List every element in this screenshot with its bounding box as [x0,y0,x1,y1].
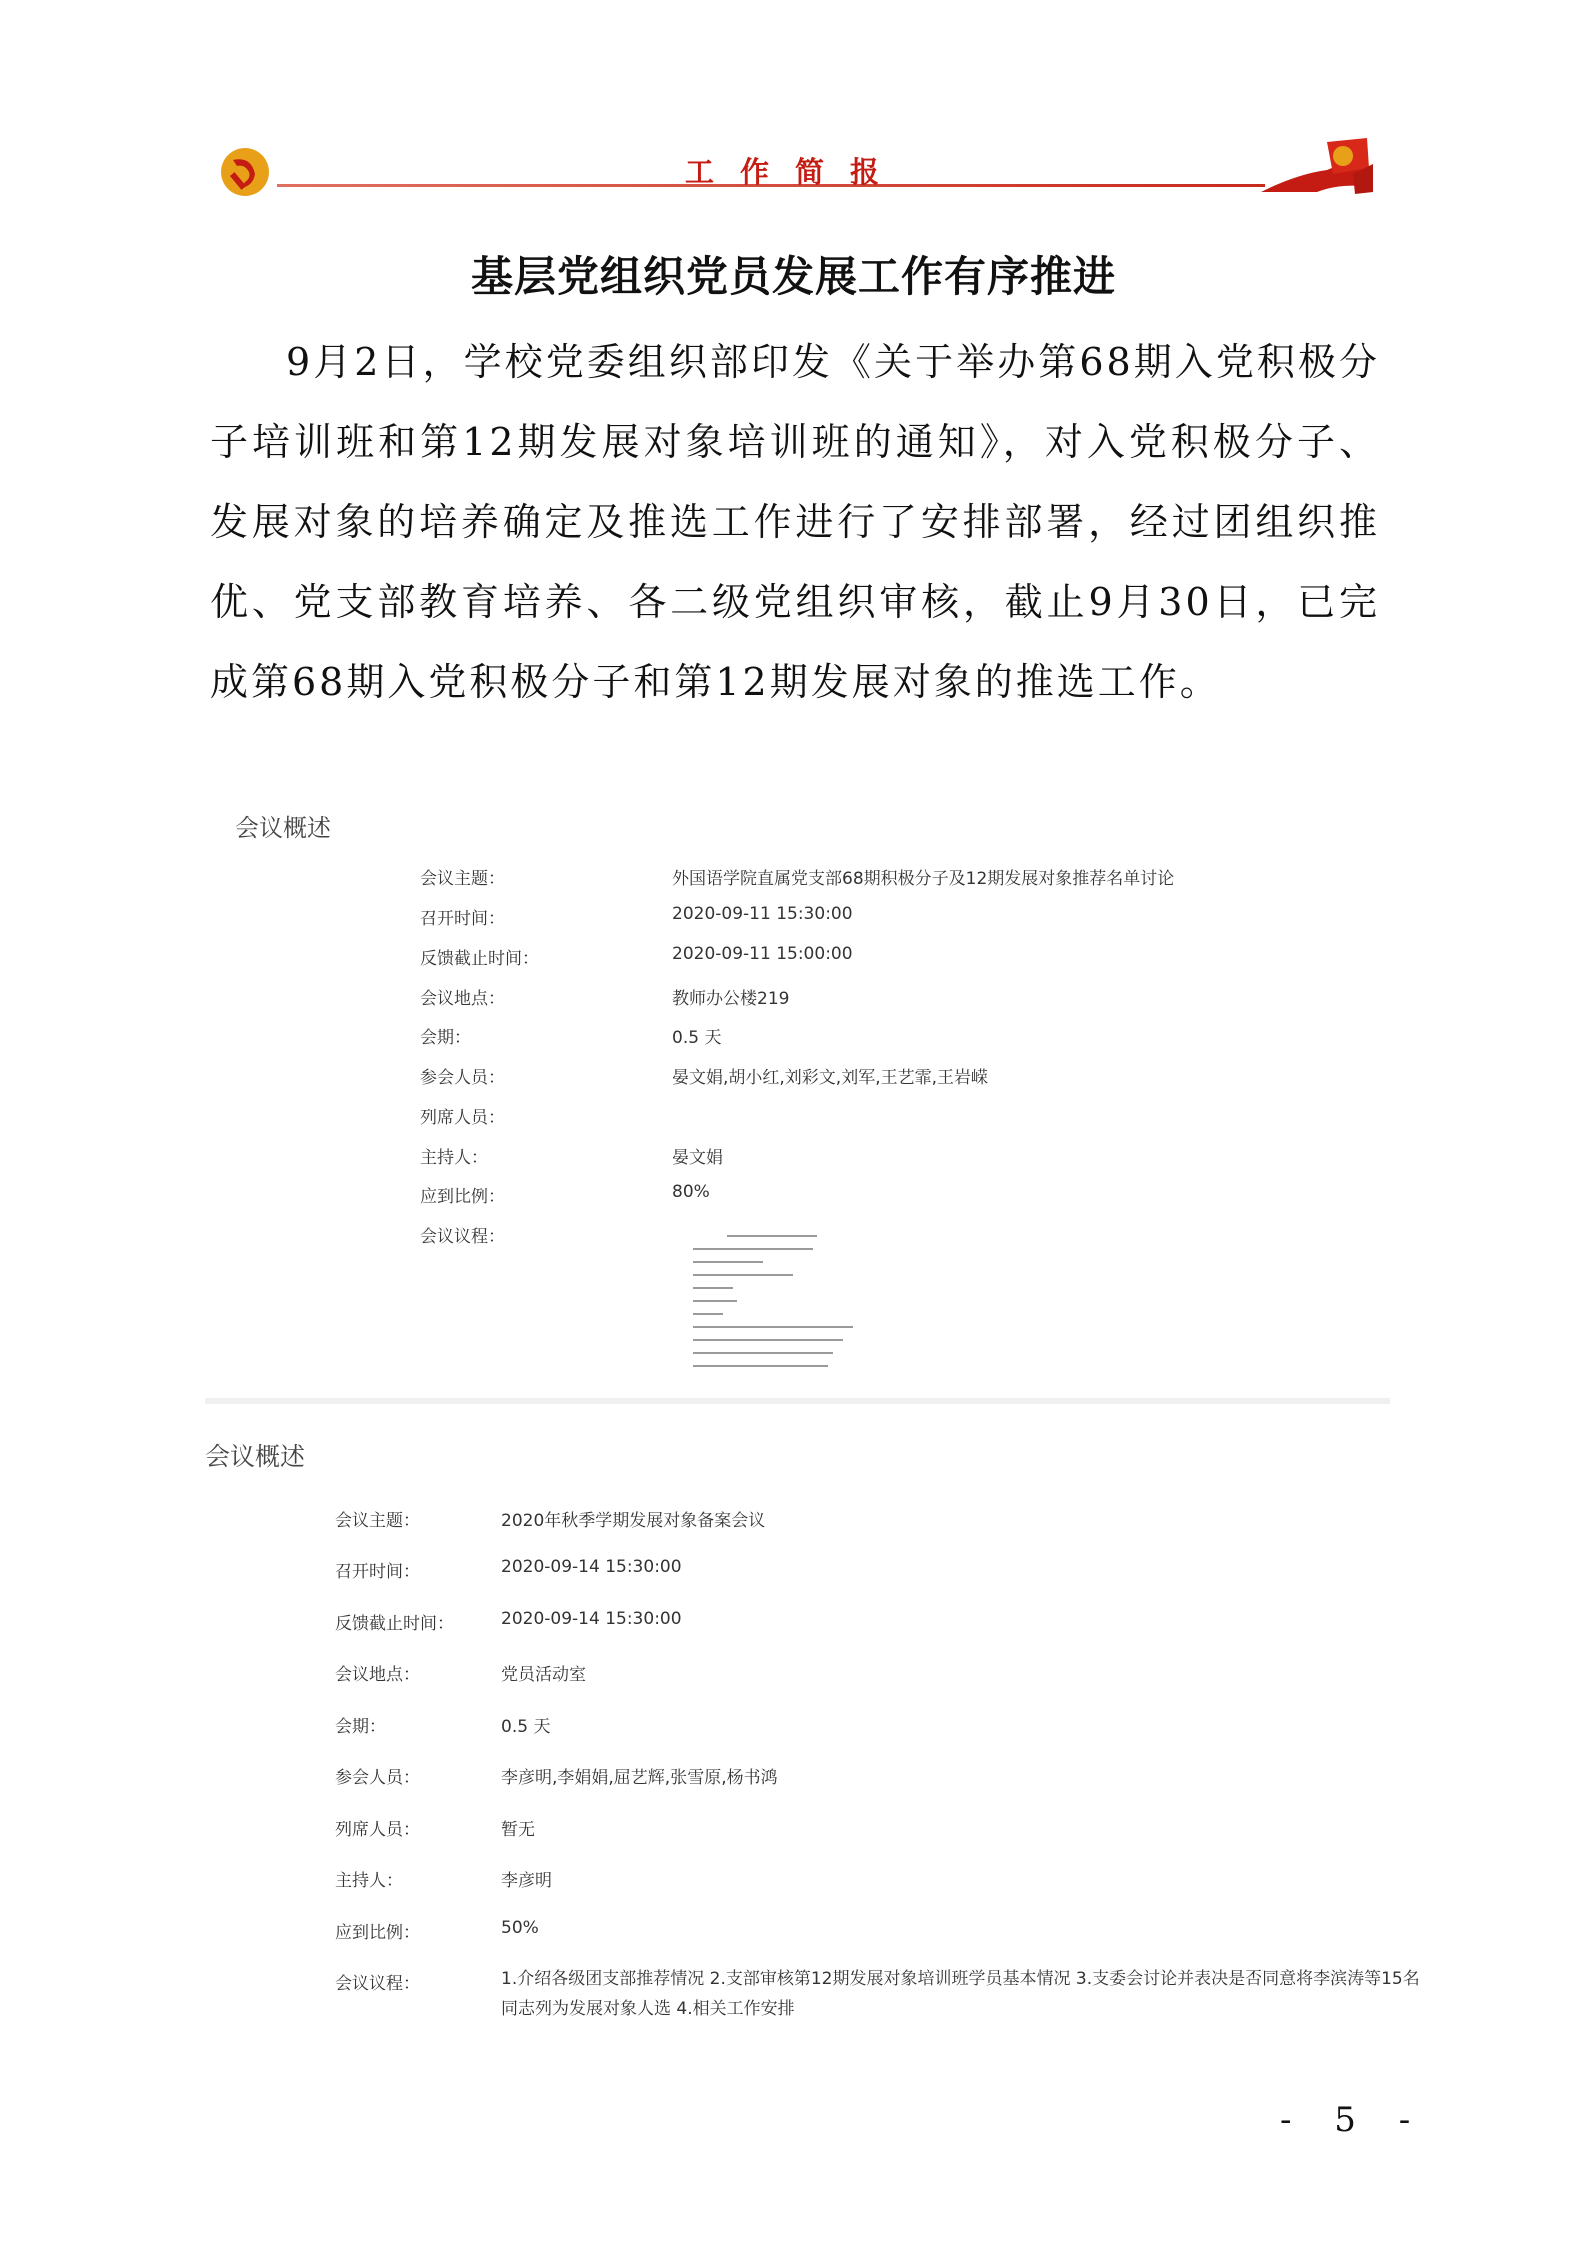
page-number: - 5 - [1280,2100,1427,2140]
field-value: 外国语学院直属党支部68期积极分子及12期发展对象推荐名单讨论 [672,869,1175,889]
field-value: 50% [501,1918,539,1938]
field-value: 80% [672,1182,710,1202]
field-label: 应到比例： [420,1187,505,1207]
field-label: 列席人员： [420,1108,505,1128]
field-value: 李彦明,李娟娟,屈艺辉,张雪原,杨书鸿 [501,1768,778,1788]
field-value: 2020-09-14 15:30:00 [501,1609,682,1629]
section-title: 会议概述 [235,814,331,842]
field-label: 召开时间： [420,909,505,929]
field-value: 2020年秋季学期发展对象备案会议 [501,1511,766,1531]
newsletter-title: 工作简报 [684,155,905,189]
red-flag-icon [1257,134,1375,198]
field-value: 2020-09-11 15:30:00 [672,904,853,924]
field-value: 1.介绍各级团支部推荐情况 2.支部审核第12期发展对象培训班学员基本情况 3.支委会讨论并表决是否同意将李滨涛等15名同志列为发展对象人选 4.相关工作安排 [501,1969,1420,2019]
field-label: 会议主题： [420,869,505,889]
field-value: 2020-09-11 15:00:00 [672,944,853,964]
field-label: 会议主题： [335,1511,420,1531]
field-value: 党员活动室 [501,1665,586,1685]
field-value: 教师办公楼219 [672,989,790,1009]
field-label: 会议议程： [335,1974,420,1994]
field-label: 反馈截止时间： [335,1614,454,1634]
field-label: 主持人： [335,1871,403,1891]
section-divider [205,1398,1390,1404]
field-label: 会议地点： [335,1665,420,1685]
section-title: 会议概述 [205,1442,306,1471]
field-label: 主持人： [420,1148,488,1168]
field-value: 李彦明 [501,1871,552,1891]
field-value: 晏文娟 [672,1148,723,1168]
field-value: 暂无 [501,1820,535,1840]
meeting-overview-2 [205,1425,1430,2045]
field-label: 应到比例： [335,1923,420,1943]
field-label: 会议议程： [420,1227,505,1247]
field-label: 参会人员： [420,1068,505,1088]
field-label: 会议地点： [420,989,505,1009]
field-label: 会期： [335,1717,386,1737]
field-label: 会期： [420,1028,471,1048]
field-value: 2020-09-14 15:30:00 [501,1557,682,1577]
field-value: 晏文娟,胡小红,刘彩文,刘军,王艺霏,王岩嵘 [672,1068,989,1088]
field-label: 参会人员： [335,1768,420,1788]
field-label: 召开时间： [335,1562,420,1582]
field-label: 列席人员： [335,1820,420,1840]
article-title: 基层党组织党员发展工作有序推进 [470,252,1116,301]
article-paragraph: 9月2日，学校党委组织部印发《关于举办第68期入党积极分子培训班和第12期发展对象培训班的通知》，对入党积极分子、发展对象的培养确定及推选工作进行了安排部署，经过团组织推优、党支部教育培养、各二级党组织审核，截止9月30日，已完成第68期入党积极分子和第12期发展对象的推选工作。 [210,340,1380,704]
meeting-overview-1 [205,790,1390,1406]
field-value: 0.5 天 [672,1028,722,1048]
newsletter-header [215,132,1375,202]
agenda-document-thumbnail[interactable] [683,1231,861,1381]
field-label: 反馈截止时间： [420,949,539,969]
field-value: 0.5 天 [501,1717,551,1737]
